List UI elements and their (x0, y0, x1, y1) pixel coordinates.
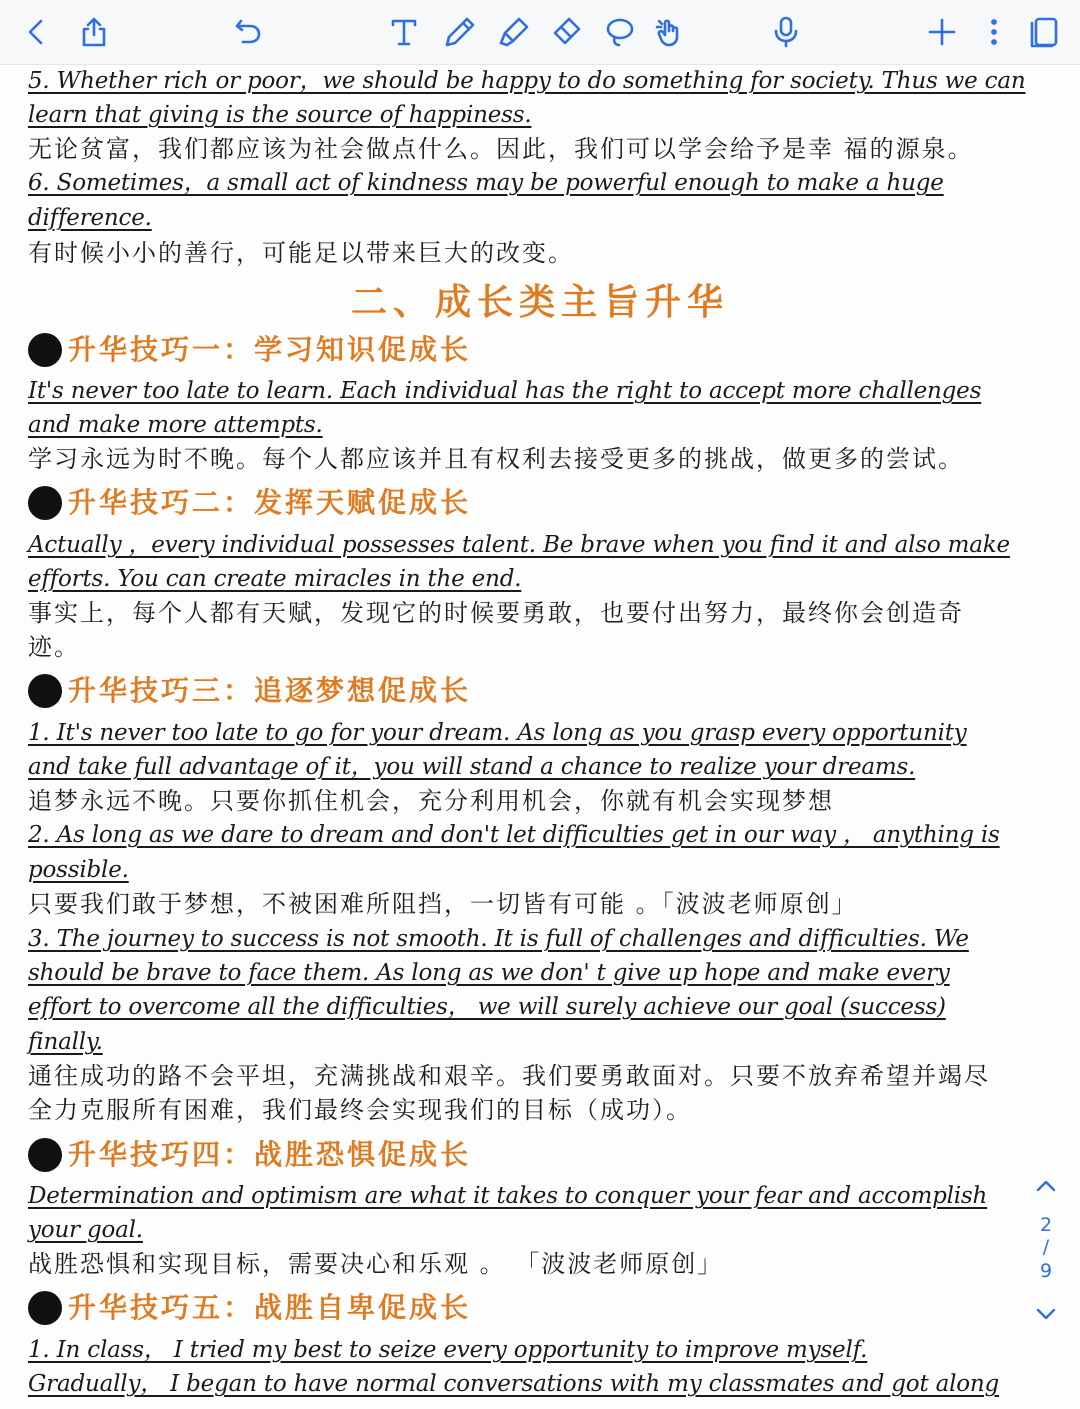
back-chevron-icon[interactable] (14, 10, 58, 54)
text-line: and take full advantage of it，you will stand a chance to realize your dreams. (28, 754, 916, 780)
text-line: 6. Sometimes，a small act of kindness may be powerful enough to make a huge (28, 170, 944, 196)
share-icon[interactable] (72, 10, 116, 54)
tip-heading-text: 升华技巧一：学习知识促成长 (68, 333, 472, 366)
text-line: 学习永远为时不晚。每个人都应该并且有权利去接受更多的挑战，做更多的尝试。 (28, 445, 964, 473)
text-line: Gradually， I began to have normal conversations with my classmates and got along (28, 1371, 1000, 1397)
document-page[interactable] (0, 64, 1080, 1409)
text-line: should be brave to face them. As long as we don' t give up hope and make every (28, 960, 950, 986)
highlighter-icon[interactable] (492, 10, 536, 54)
bullet-dot-icon (28, 1291, 62, 1325)
tip-heading-text: 升华技巧五：战胜自卑促成长 (68, 1291, 472, 1324)
current-page-number: 2 (1039, 1214, 1053, 1236)
tip-heading (28, 483, 471, 523)
touch-gesture-icon[interactable] (648, 10, 692, 54)
tip-heading-text: 升华技巧三：追逐梦想促成长 (68, 674, 472, 707)
text-line: difference. (28, 205, 152, 231)
text-line: 迹。 (28, 633, 80, 661)
text-line: possible. (28, 857, 129, 883)
text-line: 通往成功的路不会平坦，充满挑战和艰辛。我们要勇敢面对。只要不放弃希望并竭尽 (28, 1062, 990, 1090)
chevron-up-icon[interactable] (1034, 1174, 1058, 1198)
text-line: 事实上，每个人都有天赋，发现它的时候要勇敢，也要付出努力，最终你会创造奇 (28, 599, 964, 627)
tip-heading (28, 1288, 471, 1328)
text-line: 3. The journey to success is not smooth. It is full of challenges and difficulties. We (28, 926, 969, 952)
bullet-dot-icon (28, 486, 62, 520)
text-line: efforts. You can create miracles in the end. (28, 566, 522, 592)
text-line: Actually ，every individual possesses talent. Be brave when you find it and also make (28, 532, 1010, 558)
lasso-icon[interactable] (598, 10, 642, 54)
text-line: It's never too late to learn. Each individual has the right to accept more challenges (28, 378, 982, 404)
page-separator: / (1042, 1236, 1050, 1258)
bullet-dot-icon (28, 674, 62, 708)
text-tool-icon[interactable] (382, 10, 426, 54)
text-line: Determination and optimism are what it takes to conquer your fear and accomplish (28, 1183, 988, 1209)
eraser-icon[interactable] (544, 10, 588, 54)
text-line: 无论贫富，我们都应该为社会做点什么。因此，我们可以学会给予是幸 福的源泉。 (28, 135, 974, 163)
text-line: 只要我们敢于梦想，不被困难所阻挡，一切皆有可能 。「波波老师原创」 (28, 890, 858, 918)
text-line: 全力克服所有困难，我们最终会实现我们的目标（成功）。 (28, 1096, 692, 1124)
text-line: 2. As long as we dare to dream and don't let difficulties get in our way ， anything is (28, 822, 1000, 848)
text-line: 有时候小小的善行，可能足以带来巨大的改变。 (28, 239, 574, 267)
text-line: effort to overcome all the difficulties， we will surely achieve our goal (success) (28, 994, 946, 1020)
section-title: 二、成长类主旨升华 (350, 282, 729, 323)
text-line: finally. (28, 1029, 103, 1055)
page-navigator (1026, 1170, 1066, 1330)
more-icon[interactable] (972, 10, 1016, 54)
microphone-icon[interactable] (764, 10, 808, 54)
add-icon[interactable] (920, 10, 964, 54)
tip-heading-text: 升华技巧二：发挥天赋促成长 (68, 486, 472, 519)
text-line: and make more attempts. (28, 412, 323, 438)
text-line: 5. Whether rich or poor，we should be happy to do something for society. Thus we can (28, 68, 1026, 94)
tip-heading-text: 升华技巧四：战胜恐惧促成长 (68, 1138, 472, 1171)
text-line: 追梦永远不晚。只要你抓住机会，充分利用机会，你就有机会实现梦想 (28, 787, 834, 815)
text-line: learn that giving is the source of happiness. (28, 102, 532, 128)
text-line: 1. In class， I tried my best to seize every opportunity to improve myself. (28, 1337, 868, 1363)
pen-icon[interactable] (438, 10, 482, 54)
tip-heading (28, 671, 471, 711)
chevron-down-icon[interactable] (1034, 1302, 1058, 1326)
bullet-dot-icon (28, 333, 62, 367)
undo-icon[interactable] (226, 10, 270, 54)
text-line: 1. It's never too late to go for your dream. As long as you grasp every opportunity (28, 720, 967, 746)
bullet-dot-icon (28, 1138, 62, 1172)
tip-heading (28, 330, 471, 370)
pages-icon[interactable] (1022, 10, 1066, 54)
text-line: your goal. (28, 1217, 143, 1243)
total-page-count: 9 (1039, 1260, 1053, 1282)
text-line: 战胜恐惧和实现目标，需要决心和乐观 。 「波波老师原创」 (28, 1250, 724, 1278)
tip-heading (28, 1135, 471, 1175)
toolbar (0, 0, 1080, 65)
